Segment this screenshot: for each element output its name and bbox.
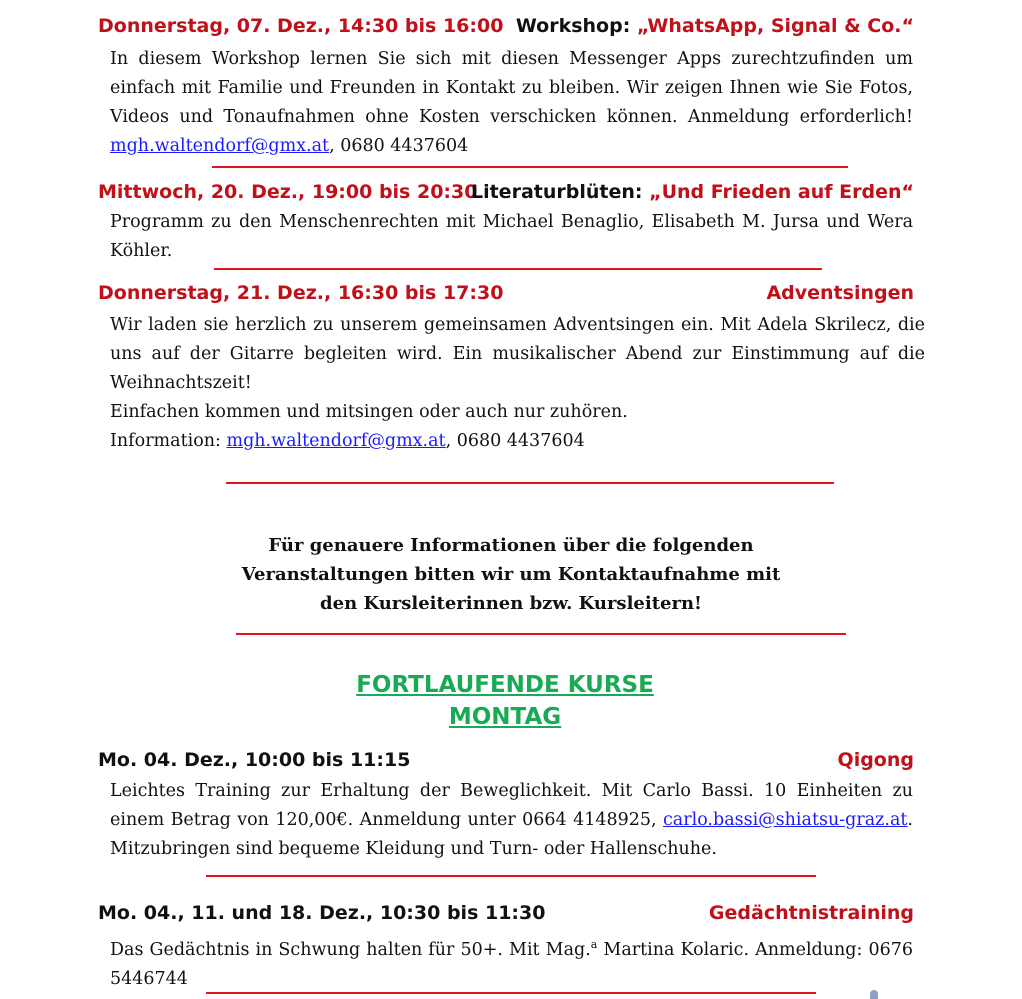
notice-line-2: Veranstaltungen bitten wir um Kontaktaufnahme mit (241, 564, 781, 585)
event-1-header (98, 14, 914, 38)
course-2-description (110, 930, 913, 994)
event-1-phone: , 0680 4437604 (329, 136, 469, 156)
event-3-title: Adventsingen (766, 282, 914, 304)
event-3-text: Wir laden sie herzlich zu unserem gemeinsamen Adventsingen ein. Mit Adela Skrilecz, die uns auf der Gitarre begleiten wird. Ein musikalischer Abend zur Einstimmung auf die Weihnachtszeit! (110, 315, 925, 393)
divider (206, 875, 816, 877)
event-2-title: „Und Frieden auf Erden“ (649, 181, 914, 203)
course-1-text: Leichtes Training zur Erhaltung der Beweglichkeit. Mit Carlo Bassi. 10 Einheiten zu einem Betrag von 120,00€. Anmeldung unter 0664 4148925, (110, 781, 913, 830)
section-subtitle: MONTAG (448, 704, 562, 730)
event-1-description (110, 45, 913, 161)
event-3-email-link[interactable]: mgh.waltendorf@gmx.at (226, 431, 446, 451)
course-2-date: Mo. 04., 11. und 18. Dez., 10:30 bis 11:30 (98, 902, 546, 924)
course-2-title-group (709, 901, 914, 925)
event-1-date: Donnerstag, 07. Dez., 14:30 bis 16:00 (98, 15, 504, 37)
divider (236, 633, 846, 635)
event-3-info-label: Information: (110, 431, 227, 451)
event-1-title-group (516, 14, 914, 38)
event-1-email-link[interactable]: mgh.waltendorf@gmx.at (110, 136, 330, 156)
divider (206, 992, 816, 994)
course-2-text-after: Martina Kolaric. Anmeldung: 0676 5446744 (110, 939, 913, 989)
event-3-header (98, 281, 914, 305)
event-3-description (110, 311, 925, 456)
notice-line-3: den Kursleiterinnen bzw. Kursleitern! (320, 593, 702, 614)
course-2-header (98, 901, 914, 925)
course-1-header (98, 748, 914, 772)
contact-notice (180, 531, 842, 618)
course-1-text-after: . Mitzubringen sind bequeme Kleidung und Turn- oder Hallenschuhe. (110, 810, 913, 859)
divider (226, 482, 834, 484)
event-3-date: Donnerstag, 21. Dez., 16:30 bis 17:30 (98, 282, 504, 304)
event-2-text: Programm zu den Menschenrechten mit Michael Benaglio, Elisabeth M. Jursa und Wera Köhler. (110, 212, 913, 261)
course-2-title: Gedächtnistraining (708, 902, 914, 924)
divider (212, 166, 848, 168)
section-title: FORTLAUFENDE KURSE (356, 672, 654, 698)
divider (214, 268, 822, 270)
course-2-text: Das Gedächtnis in Schwung halten für 50+. Mit Mag. (110, 939, 591, 960)
event-2-description (110, 208, 913, 266)
event-3-title-group (766, 281, 914, 305)
course-1-title-group (838, 748, 914, 772)
event-2-date: Mittwoch, 20. Dez., 19:00 bis 20:30 (98, 181, 478, 203)
event-2-label: Literaturblüten: (470, 181, 650, 203)
event-2-header (98, 180, 914, 204)
section-heading (200, 669, 810, 733)
page-marker (870, 990, 878, 999)
event-3-phone: , 0680 4437604 (445, 431, 585, 451)
event-1-text: In diesem Workshop lernen Sie sich mit diesen Messenger Apps zurechtzufinden um einfach mit Familie und Freunden in Kontakt zu bleiben. Wir zeigen Ihnen wie Sie Fotos, Videos und Tonaufnahmen ohne Kosten verschicken können. Anmeldung erforderlich! (110, 49, 913, 127)
course-1-date: Mo. 04. Dez., 10:00 bis 11:15 (98, 749, 411, 771)
event-1-title: „WhatsApp, Signal & Co.“ (636, 15, 914, 37)
event-2-title-group (471, 180, 914, 204)
course-1-email-link[interactable]: carlo.bassi@shiatsu-graz.at (663, 810, 908, 830)
event-1-label: Workshop: (515, 15, 637, 37)
notice-line-1: Für genauere Informationen über die folgenden (268, 535, 754, 556)
event-3-text2: Einfachen kommen und mitsingen oder auch nur zuhören. (110, 402, 628, 422)
course-2-sup: a (590, 938, 598, 951)
course-1-description (110, 777, 913, 864)
course-1-title: Qigong (837, 749, 914, 771)
